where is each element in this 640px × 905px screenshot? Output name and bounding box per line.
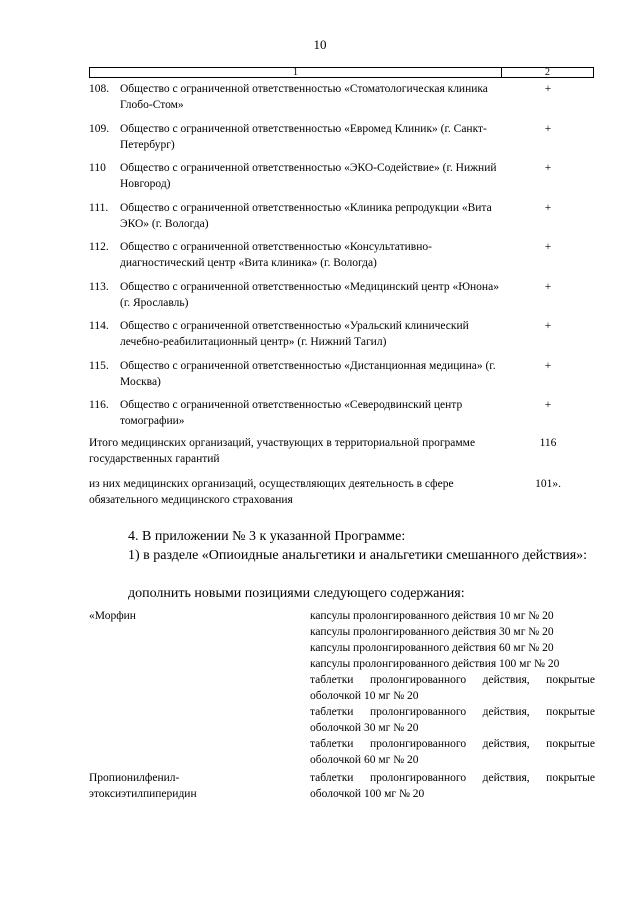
row-text: Общество с ограниченной ответственностью «ЭКО-Содействие» (г. Нижний Новгород): [120, 162, 497, 190]
drug-form-line: оболочкой 100 мг № 20: [310, 788, 425, 800]
drug-form-line: таблетки пролонгированного действия, покрытые: [310, 738, 595, 750]
row-number: 111.: [89, 201, 109, 214]
row-text: Общество с ограниченной ответственностью «Уральский клинический лечебно-реабилитационный центр» (г. Нижний Тагил): [120, 320, 469, 348]
total-label: Итого медицинских организаций, участвующих в территориальной программе государственных гарантий: [89, 437, 476, 465]
row-number: 115.: [89, 359, 109, 372]
drug-form-line: таблетки пролонгированного действия, покрытые: [310, 772, 595, 784]
row-text: Общество с ограниченной ответственностью «Евромед Клиник» (г. Санкт-Петербург): [120, 122, 487, 151]
row-number: 108.: [89, 83, 110, 95]
table-row: [89, 239, 594, 279]
drug-name-line: этоксиэтилпиперидин: [89, 788, 197, 800]
table-header-col-2: 2: [502, 67, 594, 78]
total-value: 116: [539, 437, 557, 449]
row-mark: +: [544, 241, 552, 253]
table-row: [89, 200, 594, 240]
page-number: 10: [313, 37, 327, 52]
row-number: 114.: [89, 320, 109, 332]
drug-form-line: капсулы пролонгированного действия 60 мг № 20: [310, 642, 554, 654]
oms-label: из них медицинских организаций, осуществляющих деятельность в сфере обязательного медицинского страхования: [89, 478, 454, 506]
section-subitem-1: 1) в разделе «Опиоидные анальгетики и анальгетики смешанного действия»:: [128, 548, 588, 563]
table-row: [89, 397, 594, 437]
row-mark: +: [544, 201, 552, 214]
table-row: [89, 121, 594, 161]
row-text: Общество с ограниченной ответственностью «Стоматологическая клиника Глобо-Стом»: [120, 83, 488, 111]
drug-form-line: оболочкой 60 мг № 20: [310, 754, 419, 766]
table-row: [89, 279, 594, 319]
table-row: [89, 358, 594, 398]
section-add-positions: дополнить новыми позициями следующего содержания:: [128, 586, 465, 601]
row-text: Общество с ограниченной ответственностью «Медицинский центр «Юнона» (г. Ярославль): [120, 280, 499, 309]
drug-form-line: оболочкой 30 мг № 20: [310, 722, 419, 734]
total-row: [89, 435, 594, 467]
row-number: 109.: [89, 122, 110, 135]
drug-name: [89, 770, 299, 802]
drug-form-line: таблетки пролонгированного действия, покрытые: [310, 674, 595, 686]
organizations-table: [89, 81, 594, 437]
row-text: Общество с ограниченной ответственностью «Дистанционная медицина» (г. Москва): [120, 359, 496, 388]
row-mark: +: [544, 122, 552, 135]
section-item-4: 4. В приложении № 3 к указанной Программе:: [128, 529, 406, 544]
row-number: 113.: [89, 280, 109, 293]
row-text: Общество с ограниченной ответственностью «Клиника репродукции «Вита ЭКО» (г. Вологда): [120, 201, 492, 230]
row-mark: +: [544, 359, 552, 372]
table-row: [89, 160, 594, 200]
drug-form-line: капсулы пролонгированного действия 100 мг № 20: [310, 658, 560, 670]
row-mark: +: [544, 399, 552, 411]
row-mark: +: [544, 83, 552, 95]
row-mark: +: [544, 280, 552, 293]
drug-forms: [310, 608, 595, 768]
row-number: 112.: [89, 241, 109, 253]
table-header-col-1: 1: [89, 67, 502, 78]
row-text: Общество с ограниченной ответственностью «Консультативно-диагностический центр «Вита клиника» (г. Вологда): [120, 241, 432, 269]
row-mark: +: [544, 320, 552, 332]
row-number: 110: [89, 162, 106, 174]
row-mark: +: [544, 162, 552, 174]
table-row: [89, 318, 594, 358]
drug-forms: [310, 770, 595, 802]
drug-name-line: Пропионилфенил-: [89, 772, 180, 784]
oms-total-row: [89, 476, 594, 508]
row-text: Общество с ограниченной ответственностью «Северодвинский центр томографии»: [120, 399, 463, 427]
table-row: [89, 81, 594, 121]
drug-form-line: оболочкой 10 мг № 20: [310, 690, 419, 702]
row-number: 116.: [89, 399, 109, 411]
drug-form-line: таблетки пролонгированного действия, покрытые: [310, 706, 595, 718]
drug-form-line: капсулы пролонгированного действия 10 мг № 20: [310, 610, 554, 622]
drug-form-line: капсулы пролонгированного действия 30 мг № 20: [310, 626, 554, 638]
oms-value: 101».: [535, 478, 561, 490]
drug-name: «Морфин: [89, 610, 136, 622]
table-header: [89, 67, 594, 78]
